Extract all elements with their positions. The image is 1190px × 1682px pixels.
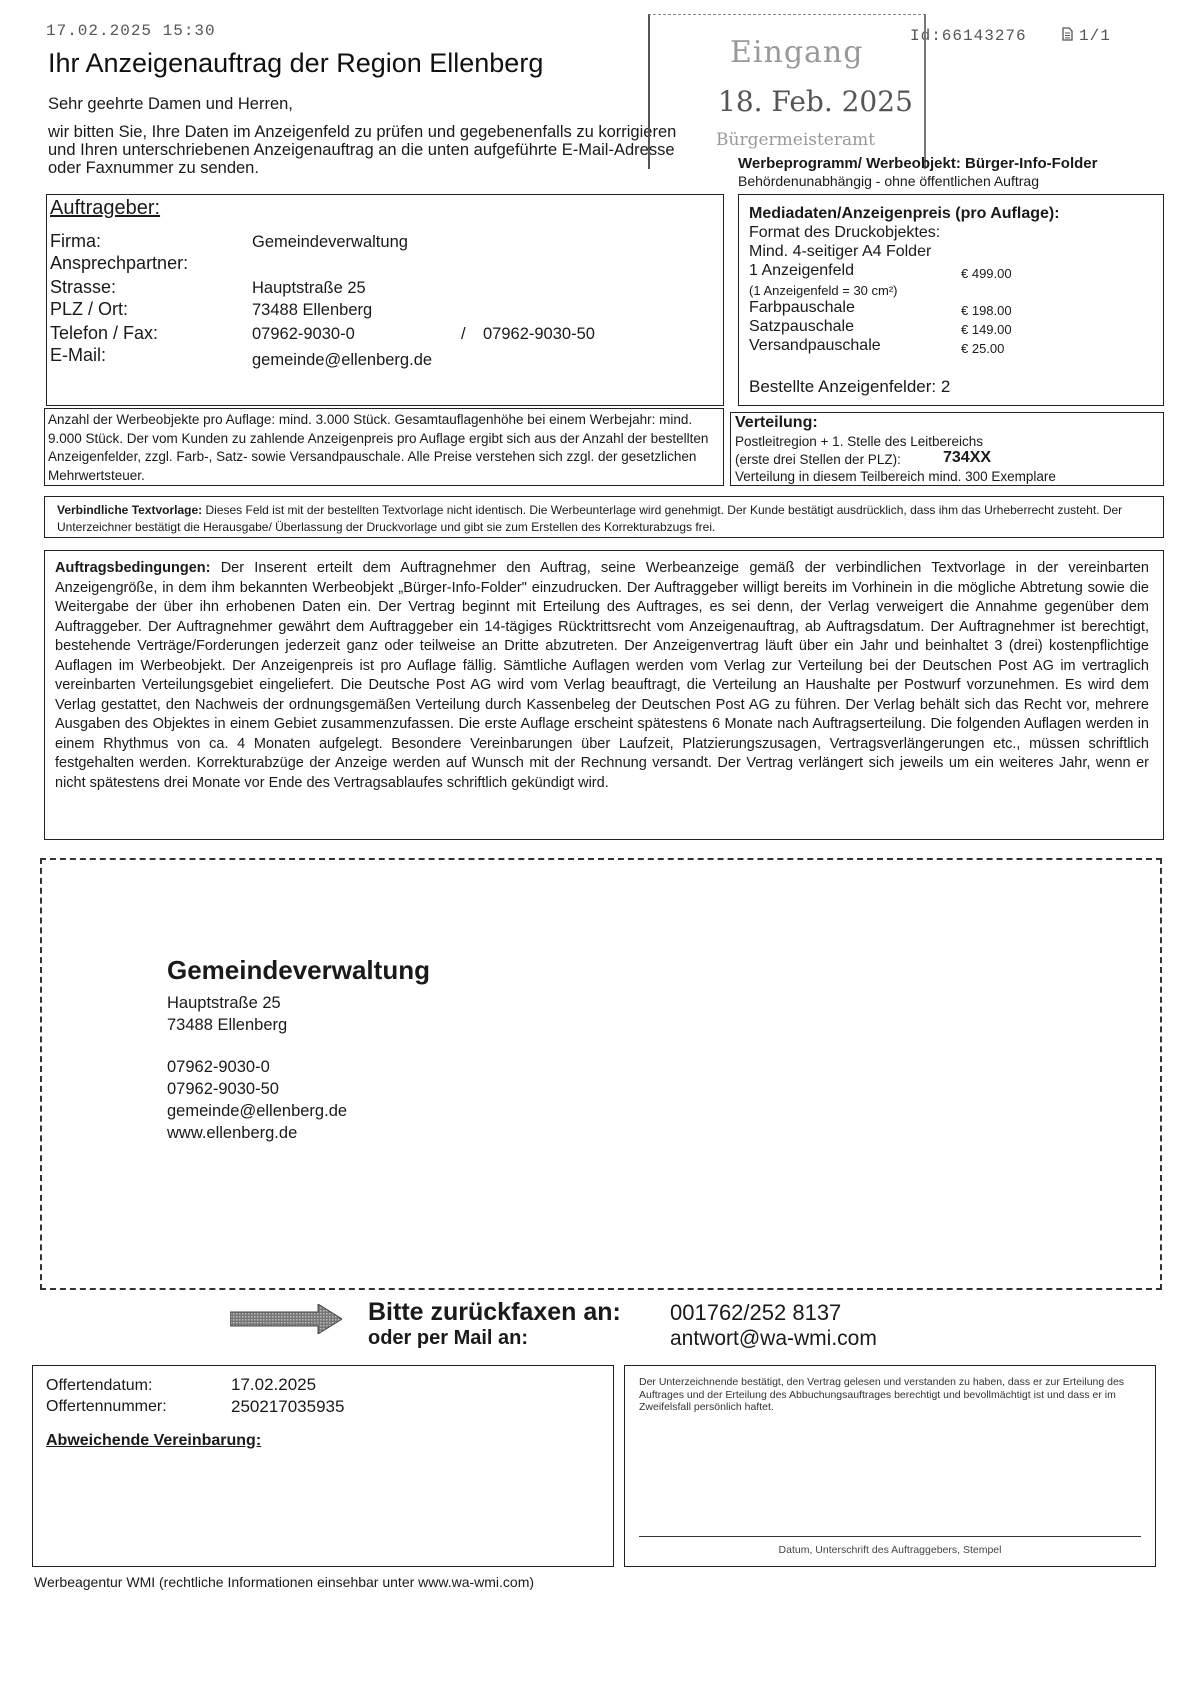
street-value[interactable]: Hauptstraße 25 (252, 279, 366, 297)
fax-page-indicator (1062, 27, 1111, 45)
media-data-section (738, 194, 1164, 406)
email-value[interactable]: gemeinde@ellenberg.de (252, 351, 433, 369)
distribution-plz: 734XX (943, 449, 992, 466)
terms-box (44, 550, 1164, 840)
phone-value[interactable]: 07962-9030-0 (252, 325, 355, 343)
media-title: Mediadaten/Anzeigenpreis (pro Auflage): (749, 205, 1060, 222)
offer-number: 250217035935 (231, 1397, 345, 1416)
contact-label: Ansprechpartner: (50, 253, 189, 273)
firma-value[interactable]: Gemeindeverwaltung (252, 233, 408, 251)
ad-street: Hauptstraße 25 (167, 994, 281, 1012)
fax-page-number: 1/1 (1079, 27, 1111, 45)
stamp-org: Bürgermeisteramt (716, 130, 876, 150)
werbeprogramm-sub: Behördenunabhängig - ohne öffentlichen Auftrag (738, 173, 1039, 189)
client-title: Auftrageber: (50, 197, 161, 219)
ship-price: € 25.00 (961, 341, 1005, 356)
stamp-date: 18. Feb. 2025 (718, 85, 913, 118)
email-label: E-Mail: (50, 345, 107, 365)
receipt-stamp (648, 14, 926, 169)
ship-label: Versandpauschale (749, 337, 881, 354)
terms-body: Der Inserent erteilt dem Auftragnehmer den Auftrag, seine Werbeanzeige gemäß der verbindlichen Textvorlage in der vereinbarten Anzeigengröße, in dem ihm bekannten Werbeobjekt „Bürger-Info-Folder" einzudrucken. Der Auftraggeber willigt bereits im Vorhinein in die mögliche Abtretung sowie die Weitergabe der über ihn erhobenen Daten ein. Der Vertrag beginnt mit Erteilung des Auftrages, es sei denn, der Verlag verweigert die Annahme gegenüber dem Auftraggeber. Der Auftragnehmer gewährt dem Auftraggeber ein 14-tägiges Rücktrittsrecht vom Anzeigenauftrag, ab Auftragsdatum. Der Auftragnehmer ist berechtigt, bestehende Verträge/Forderungen jederzeit ganz oder teilweise an Dritte abzutreten. Der Anzeigenvertrag läuft über ein Jahr und beinhaltet 3 (drei) kostenpflichtige Auflagen im Werbeobjekt. Der Anzeigenpreis ist pro Auflage fällig. Sämtliche Auflagen werden vom Verlag zur Verteilung bei der Deutschen Post AG im vertraglich vereinbarten Verteilungsgebiet eingeliefert. Die Deutsche Post AG wird vom Verlag beauftragt, die Verteilung an Haushalte per Postwurf vorzunehmen. Es wird dem Verlag gestattet, den Nachweis der ordnungsgemäßen Verteilung durch Kassenbeleg der Deutschen Post AG zu führen. Der Verlag behält sich das Recht vor, mehrere Ausgaben des Objektes in einem Gebiet zusammenzufassen. Die erste Auflage erscheint spätestens 6 Monate nach Auftragserteilung. Die folgenden Auflagen werden in einem Rhythmus von ca. 4 Monaten aufgelegt. Besondere Vereinbarungen über Laufzeit, Platzierungszusagen, Vertragsverlängerungen etc., müssen schriftlich festgehalten werden. Korrekturabzüge der Anzeige werden auf Wunsch mit der Rechnung versandt. Der Vertrag verlängert sich jeweils um ein weiteres Jahr, wenn er nicht spätestens drei Monate vor Ende des Vertragsablaufes schriftlich gekündigt wird. (55, 560, 1149, 791)
phone-label: Telefon / Fax: (50, 323, 159, 343)
set-label: Satzpauschale (749, 318, 854, 335)
mail-back-address[interactable]: antwort@wa-wmi.com (670, 1327, 877, 1350)
fax-back-label: Bitte zurückfaxen an: (368, 1298, 621, 1326)
ad-city: 73488 Ellenberg (167, 1016, 288, 1034)
set-price: € 149.00 (961, 322, 1012, 337)
fax-id: Id:66143276 (910, 27, 1027, 45)
footer-note: Werbeagentur WMI (rechtliche Informationen einsehbar unter www.wa-wmi.com) (34, 1574, 535, 1590)
werbeprogramm-heading: Werbeprogramm/ Werbeobjekt: Bürger-Info-Folder (738, 155, 1098, 172)
text-template-box (44, 496, 1164, 538)
city-label: PLZ / Ort: (50, 299, 129, 319)
terms-label: Auftragsbedingungen: (55, 560, 211, 576)
ad-field[interactable] (40, 858, 1162, 1290)
ordered-fields: Bestellte Anzeigenfelder: 2 (749, 377, 951, 396)
signature-disclaimer: Der Unterzeichnende bestätigt, den Vertrag gelesen und verstanden zu haben, dass er zur Erteilung des Auftrages und der Erteilung des Abbuchungsauftrages berechtigt und bevollmächtigt ist und dass er im Zweifelsfall persönlich haftet. (639, 1376, 1125, 1413)
field-note: (1 Anzeigenfeld = 30 cm²) (749, 283, 898, 298)
text-template-note (57, 502, 1153, 536)
deviation-label: Abweichende Vereinbarung: (46, 1432, 262, 1449)
text-template-label: Verbindliche Textvorlage: (57, 503, 203, 517)
distribution-section (730, 412, 1164, 486)
salutation: Sehr geehrte Damen und Herren, (48, 95, 293, 113)
offer-date-label: Offertendatum: (46, 1377, 153, 1394)
color-label: Farbpauschale (749, 299, 855, 316)
page-icon (1062, 27, 1073, 41)
ad-email: gemeinde@ellenberg.de (167, 1102, 348, 1120)
offer-section (32, 1365, 614, 1567)
fax-value[interactable]: 07962-9030-50 (483, 325, 595, 343)
ad-fax: 07962-9030-50 (167, 1080, 279, 1098)
mail-back-label: oder per Mail an: (368, 1327, 529, 1349)
field-label: 1 Anzeigenfeld (749, 262, 854, 279)
format-label: Format des Druckobjektes: (749, 224, 941, 241)
field-price: € 499.00 (961, 266, 1012, 281)
stamp-title: Eingang (730, 35, 864, 70)
ad-web: www.ellenberg.de (167, 1124, 298, 1142)
firma-label: Firma: (50, 231, 101, 251)
phone-fax-separator: / (461, 325, 466, 343)
distribution-line2: (erste drei Stellen der PLZ): (735, 452, 901, 467)
offer-date: 17.02.2025 (231, 1375, 317, 1394)
signature-line (639, 1536, 1141, 1537)
text-template-body: Dieses Feld ist mit der bestellten Textvorlage nicht identisch. Die Werbeunterlage wird genehmigt. Der Kunde bestätigt ausdrücklich, dass ihm das Urheberrecht zusteht. Der Unterzeichner bestätigt die Herausgabe/ Überlassung der Druckvorlage und gibt sie zum Erstellen des Korrekturabzugs frei. (57, 503, 1123, 534)
right-arrow-icon (230, 1304, 342, 1334)
quantity-note-box (44, 408, 724, 486)
terms-text (55, 559, 1149, 793)
page-title: Ihr Anzeigenauftrag der Region Ellenberg (48, 48, 544, 78)
client-section (46, 194, 724, 406)
ad-phone: 07962-9030-0 (167, 1058, 270, 1076)
street-label: Strasse: (50, 277, 117, 297)
format-value: Mind. 4-seitiger A4 Folder (749, 243, 932, 260)
quantity-note: Anzahl der Werbeobjekte pro Auflage: mind. 3.000 Stück. Gesamtauflagenhöhe bei einem Werbejahr: mind. 9.000 Stück. Der vom Kunden zu zahlende Anzeigenpreis pro Auflage ergibt sich aus der Anzahl der bestellten Anzeigenfelder, zzgl. Farb-, Satz- sowie Versandpauschale. Alle Preise verstehen sich zzgl. der gesetzlichen Mehrwertsteuer. (48, 412, 709, 483)
fax-back-number[interactable]: 001762/252 8137 (670, 1300, 842, 1325)
distribution-line1: Postleitregion + 1. Stelle des Leitbereichs (735, 434, 984, 449)
fax-timestamp: 17.02.2025 15:30 (46, 22, 216, 40)
signature-section[interactable] (624, 1365, 1156, 1567)
signature-caption: Datum, Unterschrift des Auftraggebers, Stempel (778, 1544, 1002, 1556)
color-price: € 198.00 (961, 303, 1012, 318)
intro-text: wir bitten Sie, Ihre Daten im Anzeigenfeld zu prüfen und gegebenenfalls zu korrigieren und Ihren unterschriebenen Anzeigenauftrag an die unten aufgeführte E-Mail-Adresse oder Faxnummer zu senden. (48, 123, 677, 177)
ad-company-name: Gemeindeverwaltung (167, 955, 430, 985)
offer-number-label: Offertennummer: (46, 1398, 167, 1415)
distribution-line3: Verteilung in diesem Teilbereich mind. 300 Exemplare (735, 469, 1056, 484)
distribution-title: Verteilung: (735, 414, 818, 431)
city-value[interactable]: 73488 Ellenberg (252, 301, 373, 319)
